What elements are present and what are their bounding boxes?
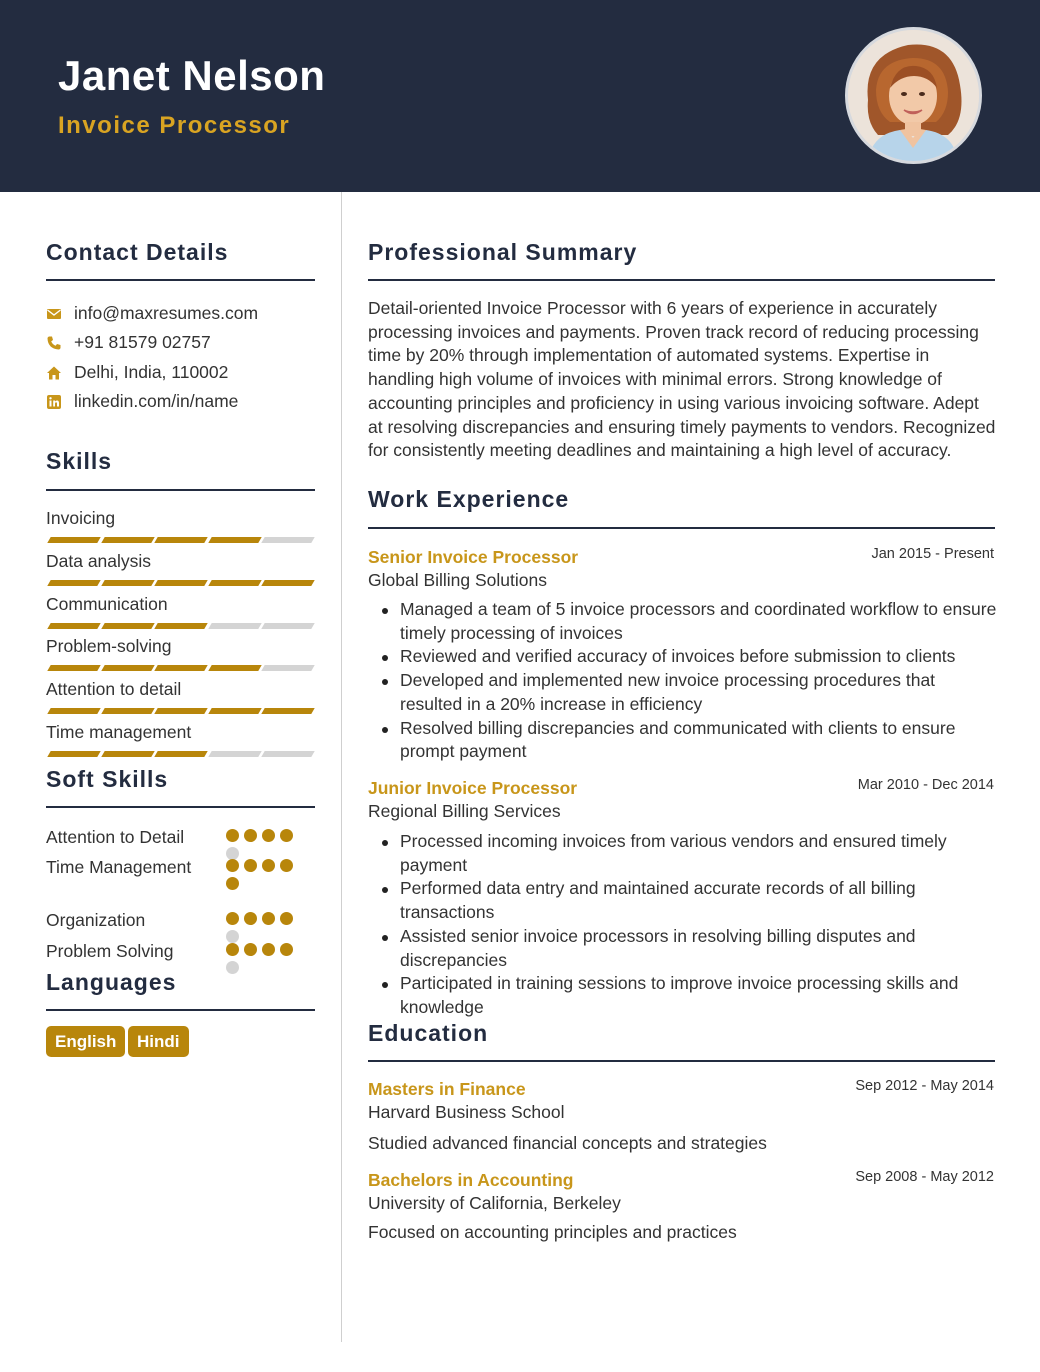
- skill-bar-segment: [261, 623, 314, 629]
- resume-header: [0, 0, 1040, 192]
- languages-section-title: Languages: [46, 969, 177, 995]
- bullet-item: Participated in training sessions to improve invoice processing skills and knowledge: [400, 972, 1000, 1019]
- rating-dot: [226, 829, 239, 842]
- skill-bar-segment: [101, 708, 154, 714]
- skill-bar-segment: [208, 623, 261, 629]
- skill-bar-segment: [101, 580, 154, 586]
- language-badge: English: [46, 1026, 125, 1057]
- profile-photo-icon: [848, 30, 979, 161]
- avatar: [845, 27, 982, 164]
- bullet-item: Assisted senior invoice processors in resolving billing disputes and discrepancies: [400, 925, 1000, 972]
- skill-bar-segment: [208, 580, 261, 586]
- skills-section-title: Skills: [46, 448, 113, 474]
- rating-dot: [280, 943, 293, 956]
- soft-skills-section-title: Soft Skills: [46, 766, 169, 792]
- bullet-item: Developed and implemented new invoice processing procedures that resulted in a 20% increase in efficiency: [400, 669, 1000, 716]
- skill-level-bar: [46, 623, 314, 629]
- bullet-item: Managed a team of 5 invoice processors and coordinated workflow to ensure timely processing of invoices: [400, 598, 1000, 645]
- skill-level-bar: [46, 708, 314, 714]
- skill-bar-segment: [47, 623, 100, 629]
- skill-bar-segment: [154, 708, 207, 714]
- skill-bar-segment: [47, 665, 100, 671]
- rating-dot: [226, 961, 239, 974]
- education-description: Focused on accounting principles and practices: [368, 1222, 737, 1242]
- summary-section-title: Professional Summary: [368, 239, 638, 265]
- email-text: info@maxresumes.com: [74, 303, 259, 323]
- rating-dot: [262, 829, 275, 842]
- bullet-item: Reviewed and verified accuracy of invoices before submission to clients: [400, 645, 1000, 669]
- soft-skill-name: Organization: [46, 910, 146, 930]
- home-icon: [46, 365, 62, 381]
- job-title: Junior Invoice Processor: [368, 778, 578, 798]
- rating-dot: [244, 943, 257, 956]
- rating-dot: [226, 943, 239, 956]
- skill-bar-segment: [208, 708, 261, 714]
- skill-name: Time management: [46, 722, 192, 742]
- skill-bar-segment: [101, 623, 154, 629]
- education-dates: Sep 2008 - May 2012: [855, 1169, 994, 1185]
- degree-title: Masters in Finance: [368, 1079, 526, 1099]
- languages-rule: [46, 1009, 315, 1011]
- rating-dot: [226, 859, 239, 872]
- phone-text: +91 81579 02757: [74, 332, 211, 352]
- rating-dot: [226, 912, 239, 925]
- skill-bar-segment: [47, 751, 100, 757]
- skill-bar-segment: [261, 537, 314, 543]
- contact-email[interactable]: [46, 303, 258, 324]
- contact-rule: [46, 279, 315, 281]
- bullet-item: Processed incoming invoices from various vendors and ensured timely payment: [400, 830, 1000, 877]
- job-bullets: [400, 598, 1000, 764]
- rating-dot: [280, 912, 293, 925]
- job-bullets: [400, 830, 1000, 1020]
- skill-bar-segment: [101, 537, 154, 543]
- skill-bar-segment: [154, 665, 207, 671]
- rating-dot: [226, 877, 239, 890]
- contact-linkedin[interactable]: [46, 391, 238, 412]
- soft-skill-name: Problem Solving: [46, 941, 174, 961]
- skill-bar-segment: [261, 751, 314, 757]
- skill-name: Problem-solving: [46, 636, 172, 657]
- contact-address: [46, 362, 228, 383]
- rating-dot: [244, 859, 257, 872]
- bullet-item: Performed data entry and maintained accurate records of all billing transactions: [400, 877, 1000, 924]
- education-rule: [368, 1060, 995, 1062]
- job-title: Senior Invoice Processor: [368, 547, 579, 567]
- experience-section-title: Work Experience: [368, 486, 570, 512]
- rating-dot: [262, 943, 275, 956]
- soft-skill-name: Time Management: [46, 857, 192, 877]
- skill-bar-segment: [154, 537, 207, 543]
- skill-name: Data analysis: [46, 550, 152, 571]
- rating-dot: [262, 912, 275, 925]
- skill-level-bar: [46, 751, 314, 757]
- contact-section-title: Contact Details: [46, 239, 229, 265]
- envelope-icon: [46, 306, 62, 322]
- skill-bar-segment: [154, 580, 207, 586]
- education-section-title: Education: [368, 1020, 489, 1046]
- school-name: Harvard Business School: [368, 1102, 565, 1122]
- skill-name: Invoicing: [46, 508, 116, 528]
- skill-bar-segment: [101, 665, 154, 671]
- skill-name: Communication: [46, 593, 168, 614]
- skill-bar-segment: [261, 580, 314, 586]
- bullet-item: Resolved billing discrepancies and communicated with clients to ensure prompt payment: [400, 717, 1000, 764]
- skill-bar-segment: [101, 751, 154, 757]
- skill-bar-segment: [47, 708, 100, 714]
- skill-name: Attention to detail: [46, 679, 182, 700]
- skill-bar-segment: [261, 665, 314, 671]
- job-dates: Mar 2010 - Dec 2014: [857, 777, 994, 793]
- skill-bar-segment: [154, 623, 207, 629]
- phone-icon: [46, 335, 62, 351]
- job-company: Regional Billing Services: [368, 801, 561, 821]
- skill-level-bar: [46, 537, 314, 543]
- skill-bar-segment: [208, 537, 261, 543]
- summary-text: Detail-oriented Invoice Processor with 6 years of experience in accurately processing invoices and payments. Proven track record of reducing processing time by 20% through implementation of automated systems. Expertise in handling high volume of invoices with minimal errors. Strong knowledge of accounting principles and proficiency in using various invoicing software. Adept at resolving discrepancies and ensuring timely payments to vendors. Recognized for consistently meeting deadlines and maintaining a high level of accuracy.: [368, 298, 996, 461]
- language-badge: Hindi: [128, 1026, 189, 1057]
- address-text: Delhi, India, 110002: [74, 362, 229, 382]
- summary-rule: [368, 279, 995, 281]
- linkedin-text: linkedin.com/in/name: [74, 391, 239, 411]
- experience-rule: [368, 527, 995, 529]
- rating-dot: [226, 930, 239, 943]
- rating-dot: [262, 859, 275, 872]
- skill-bar-segment: [208, 751, 261, 757]
- education-dates: Sep 2012 - May 2014: [855, 1078, 994, 1094]
- candidate-role: Invoice Processor: [58, 112, 291, 139]
- contact-phone[interactable]: [46, 332, 211, 353]
- soft-skills-rule: [46, 806, 315, 808]
- job-company: Global Billing Solutions: [368, 570, 547, 590]
- skill-bar-segment: [154, 751, 207, 757]
- education-description: Studied advanced financial concepts and strategies: [368, 1133, 767, 1153]
- degree-title: Bachelors in Accounting: [368, 1170, 574, 1190]
- rating-dot: [280, 829, 293, 842]
- rating-dot: [280, 859, 293, 872]
- skill-bar-segment: [47, 537, 100, 543]
- skills-rule: [46, 489, 315, 491]
- linkedin-icon: [46, 394, 62, 410]
- school-name: University of California, Berkeley: [368, 1193, 621, 1213]
- rating-dot: [244, 829, 257, 842]
- skill-bar-segment: [47, 580, 100, 586]
- candidate-name: Janet Nelson: [58, 52, 326, 99]
- skill-bar-segment: [208, 665, 261, 671]
- skill-level-bar: [46, 665, 314, 671]
- skill-bar-segment: [261, 708, 314, 714]
- column-divider: [341, 192, 342, 1342]
- skill-level-bar: [46, 580, 314, 586]
- rating-dot: [244, 912, 257, 925]
- soft-skill-name: Attention to Detail: [46, 827, 185, 847]
- job-dates: Jan 2015 - Present: [871, 546, 994, 562]
